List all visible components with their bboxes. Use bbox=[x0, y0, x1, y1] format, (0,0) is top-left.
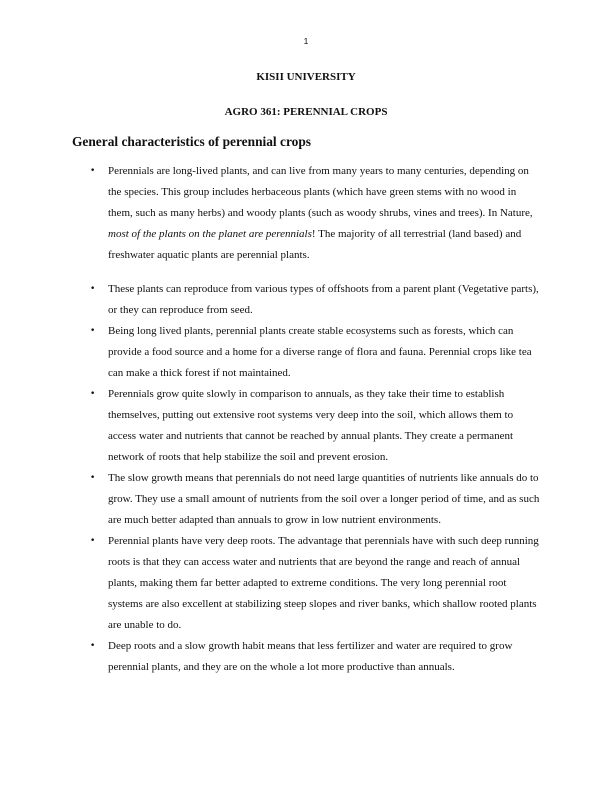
list-item bbox=[108, 161, 540, 266]
section-heading: General characteristics of perennial crops bbox=[72, 134, 311, 149]
characteristics-list bbox=[108, 161, 540, 678]
course-title: AGRO 361: PERENNIAL CROPS bbox=[224, 106, 388, 118]
list-item: • Perennial plants have very deep roots. The advantage that perennials have with such deep running roots is that they can access water and nutrients that are beyond the range and reach of annual plants, making them far better adapted to extreme conditions. The very long perennial root systems are also excellent at stabilizing steep slopes and river banks, which shallow rooted plants are unable to do. bbox=[108, 531, 540, 636]
list-item: • The slow growth means that perennials do not need large quantities of nutrients like annuals do to grow. They use a small amount of nutrients from the soil over a longer period of time, and as such are much better adapted than annuals to grow in low nutrient environments. bbox=[108, 468, 540, 531]
list-item: • Deep roots and a slow growth habit means that less fertilizer and water are required to grow perennial plants, and they are on the whole a lot more productive than annuals. bbox=[108, 636, 540, 678]
page-number: 1 bbox=[303, 36, 309, 46]
list-item: • Being long lived plants, perennial plants create stable ecosystems such as forests, which can provide a food source and a home for a diverse range of flora and fauna. Perennial crops like tea can make a thick forest if not maintained. bbox=[108, 321, 540, 384]
list-item: • These plants can reproduce from various types of offshoots from a parent plant (Vegetative parts), or they can reproduce from seed. bbox=[108, 279, 540, 321]
list-item: • Perennials grow quite slowly in comparison to annuals, as they take their time to establish themselves, putting out extensive root systems very deep into the soil, which allows them to access water and nutrients that cannot be reached by annual plants. They create a permanent network of roots that help stabilize the soil and prevent erosion. bbox=[108, 384, 540, 468]
emphasized-text: most of the plants on the planet are perennials bbox=[108, 228, 312, 240]
university-title: KISII UNIVERSITY bbox=[256, 71, 356, 83]
bullet-text: ! The majority of all terrestrial (land based) and freshwater aquatic plants are perennial plants. bbox=[108, 228, 522, 261]
bullet-text: Perennials are long-lived plants, and can live from many years to many centuries, depending on the species. This group includes herbaceous plants (which have green stems with no wood in them, such as many herbs) and woody plants (such as woody shrubs, vines and trees). In Nature, bbox=[108, 165, 533, 219]
